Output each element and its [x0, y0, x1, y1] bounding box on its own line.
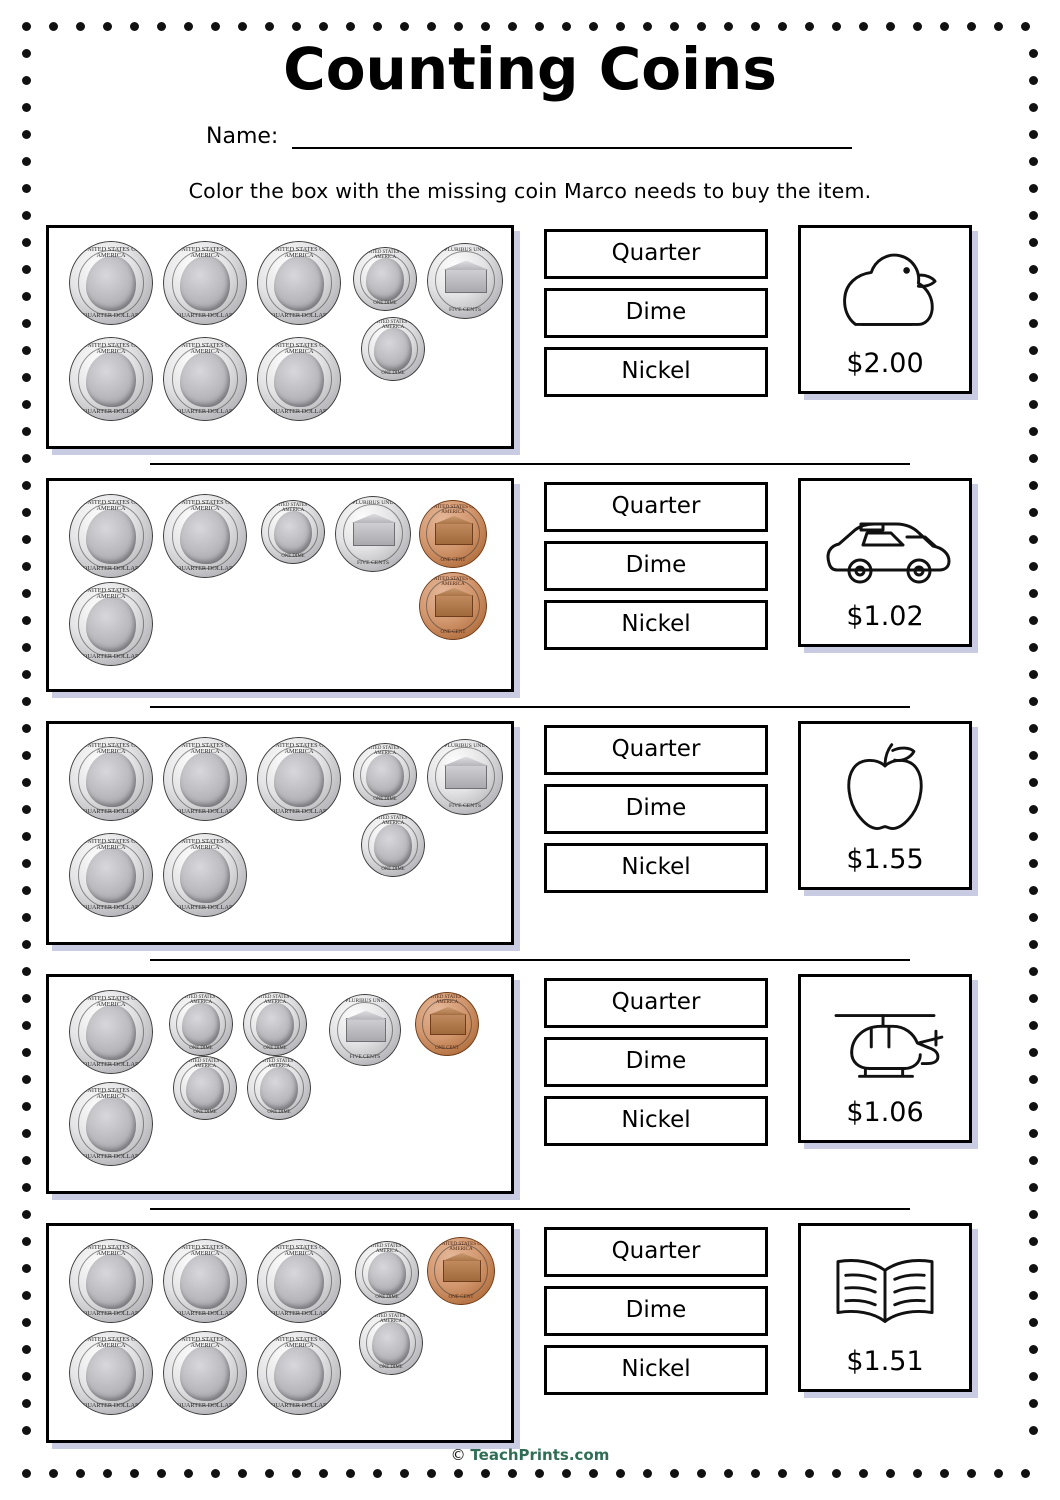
problem-row	[46, 721, 1014, 945]
coin-inner-rim	[172, 842, 238, 908]
choice-boxes	[544, 974, 768, 1146]
coin-top-legend: UNITED STATES OF AMERICA	[82, 1335, 140, 1349]
nickel-coin	[329, 994, 401, 1066]
coin-inner-rim	[362, 1248, 412, 1298]
coin-group	[63, 1235, 503, 1431]
coin-inner-rim	[172, 746, 238, 812]
item-price: $1.02	[846, 600, 924, 632]
coin-inner-rim	[266, 250, 332, 316]
coin-bottom-legend: QUARTER DOLLAR	[82, 903, 140, 911]
quarter-coin	[69, 494, 153, 578]
quarter-coin	[69, 241, 153, 325]
coin-inner-rim	[78, 746, 144, 812]
choice-box-nickel[interactable]: Nickel	[544, 347, 768, 397]
coin-inner-rim	[268, 507, 318, 557]
penny-coin	[427, 1237, 495, 1305]
choice-box-nickel[interactable]: Nickel	[544, 1345, 768, 1395]
coin-inner-rim	[360, 750, 410, 800]
coin-inner-rim	[172, 1340, 238, 1406]
coin-bottom-legend: QUARTER DOLLAR	[82, 311, 140, 319]
nickel-coin	[335, 496, 411, 572]
coin-bottom-legend: QUARTER DOLLAR	[82, 1309, 140, 1317]
problem-row	[46, 225, 1014, 449]
coin-inner-rim	[426, 507, 479, 560]
coin-inner-rim	[250, 999, 300, 1049]
quarter-coin	[257, 737, 341, 821]
dime-coin	[361, 317, 425, 381]
name-input-line[interactable]	[292, 125, 852, 149]
coin-inner-rim	[366, 1318, 416, 1368]
coin-top-legend: UNITED STATES OF AMERICA	[176, 498, 234, 512]
coin-top-legend: UNITED STATES OF AMERICA	[176, 341, 234, 355]
coin-top-legend: UNITED STATES OF AMERICA	[176, 1243, 234, 1257]
choice-box-quarter[interactable]: Quarter	[544, 229, 768, 279]
coin-top-legend: UNITED STATES OF AMERICA	[176, 837, 234, 851]
choice-boxes	[544, 478, 768, 650]
penny-coin	[419, 572, 487, 640]
row-separator	[150, 706, 910, 708]
coin-bottom-legend: ONE CENT	[435, 1045, 459, 1051]
coin-inner-rim	[434, 1244, 487, 1297]
coin-bottom-legend: QUARTER DOLLAR	[270, 807, 328, 815]
choice-box-nickel[interactable]: Nickel	[544, 843, 768, 893]
coin-group	[63, 733, 503, 933]
coin-bottom-legend: ONE CENT	[440, 628, 466, 635]
quarter-coin	[69, 990, 153, 1074]
coin-top-legend: UNITED STATES OF AMERICA	[270, 741, 328, 755]
dime-coin	[247, 1056, 311, 1120]
coin-top-legend: UNITED STATES OF AMERICA	[82, 837, 140, 851]
choice-box-dime[interactable]: Dime	[544, 288, 768, 338]
coin-top-legend: UNITED STATES OF AMERICA	[363, 250, 407, 261]
dime-coin	[243, 992, 307, 1056]
coins-panel	[46, 721, 514, 945]
coin-top-legend: UNITED STATES OF AMERICA	[82, 245, 140, 259]
coin-bottom-legend: FIVE CENTS	[356, 559, 390, 566]
quarter-coin	[163, 737, 247, 821]
quarter-coin	[163, 337, 247, 421]
open-book-icon	[815, 1238, 955, 1346]
choice-box-nickel[interactable]: Nickel	[544, 600, 768, 650]
coins-panel	[46, 974, 514, 1194]
choice-box-dime[interactable]: Dime	[544, 541, 768, 591]
apple-icon	[815, 736, 955, 844]
coin-top-legend: UNITED STATES OF AMERICA	[176, 741, 234, 755]
coin-bottom-legend: ONE DIME	[373, 300, 397, 306]
coin-top-legend: UNITED STATES OF AMERICA	[425, 995, 469, 1006]
coin-top-legend: UNITED STATES OF AMERICA	[82, 1086, 140, 1100]
coin-bottom-legend: ONE DIME	[379, 1364, 403, 1370]
quarter-coin	[257, 1239, 341, 1323]
copyright-symbol: ©	[450, 1446, 466, 1464]
item-price: $1.55	[846, 843, 924, 875]
coin-bottom-legend: QUARTER DOLLAR	[176, 1309, 234, 1317]
coin-bottom-legend: QUARTER DOLLAR	[270, 1309, 328, 1317]
coin-bottom-legend: QUARTER DOLLAR	[176, 407, 234, 415]
coin-bottom-legend: QUARTER DOLLAR	[82, 652, 140, 660]
coin-inner-rim	[368, 820, 418, 870]
coin-inner-rim	[266, 746, 332, 812]
problem-row	[46, 1223, 1014, 1443]
coin-inner-rim	[78, 503, 144, 569]
coin-bottom-legend: ONE CENT	[448, 1293, 474, 1300]
item-price: $1.06	[846, 1096, 924, 1128]
coin-top-legend: UNITED STATES OF AMERICA	[82, 741, 140, 755]
coin-top-legend: E PLURIBUS UNUM	[439, 743, 491, 750]
coin-bottom-legend: QUARTER DOLLAR	[82, 564, 140, 572]
brand-name: TeachPrints.com	[470, 1446, 610, 1464]
dime-coin	[173, 1056, 237, 1120]
name-label: Name:	[206, 123, 279, 149]
coin-top-legend: UNITED STATES OF AMERICA	[82, 1243, 140, 1257]
coin-top-legend: UNITED STATES OF AMERICA	[257, 1059, 301, 1070]
toy-car-icon	[815, 493, 955, 601]
coin-top-legend: UNITED STATES OF AMERICA	[253, 995, 297, 1006]
coin-bottom-legend: QUARTER DOLLAR	[82, 807, 140, 815]
row-separator	[150, 463, 910, 465]
coin-top-legend: UNITED STATES OF AMERICA	[271, 503, 315, 514]
quarter-coin	[163, 1331, 247, 1415]
coin-inner-rim	[176, 999, 226, 1049]
coin-inner-rim	[78, 1340, 144, 1406]
coin-top-legend: E PLURIBUS UNUM	[347, 500, 399, 507]
coin-bottom-legend: QUARTER DOLLAR	[270, 1401, 328, 1409]
coin-inner-rim	[78, 1091, 144, 1157]
coin-top-legend: UNITED STATES OF AMERICA	[430, 575, 476, 587]
coin-bottom-legend: ONE DIME	[373, 796, 397, 802]
rubber-duck-icon	[815, 240, 955, 348]
coin-inner-rim	[368, 324, 418, 374]
coin-bottom-legend: QUARTER DOLLAR	[176, 807, 234, 815]
row-separator	[150, 1208, 910, 1210]
coin-inner-rim	[266, 346, 332, 412]
coins-panel	[46, 225, 514, 449]
coin-inner-rim	[172, 346, 238, 412]
coin-top-legend: UNITED STATES OF AMERICA	[369, 1314, 413, 1325]
choice-box-quarter[interactable]: Quarter	[544, 1227, 768, 1277]
coin-inner-rim	[426, 579, 479, 632]
quarter-coin	[257, 337, 341, 421]
coin-inner-rim	[78, 999, 144, 1065]
helicopter-icon	[815, 989, 955, 1097]
problem-list	[46, 225, 1014, 1443]
coin-bottom-legend: QUARTER DOLLAR	[270, 311, 328, 319]
item-box	[798, 478, 972, 647]
coin-bottom-legend: ONE DIME	[375, 1294, 399, 1300]
coin-inner-rim	[172, 250, 238, 316]
coin-inner-rim	[78, 346, 144, 412]
coin-inner-rim	[435, 747, 494, 806]
coin-group	[63, 490, 503, 680]
problem-row	[46, 974, 1014, 1194]
dime-coin	[169, 992, 233, 1056]
item-price: $1.51	[846, 1345, 924, 1377]
coin-inner-rim	[78, 1248, 144, 1314]
coin-inner-rim	[422, 999, 472, 1049]
coin-top-legend: E PLURIBUS UNUM	[439, 247, 491, 254]
instructions-text: Color the box with the missing coin Marco needs to buy the item.	[188, 178, 872, 203]
dime-coin	[355, 1241, 419, 1305]
item-box	[798, 974, 972, 1143]
quarter-coin	[69, 582, 153, 666]
item-price: $2.00	[846, 347, 924, 379]
quarter-coin	[69, 833, 153, 917]
choice-box-dime[interactable]: Dime	[544, 1037, 768, 1087]
dime-coin	[353, 743, 417, 807]
quarter-coin	[257, 1331, 341, 1415]
row-separator	[150, 959, 910, 961]
penny-coin	[419, 500, 487, 568]
coin-bottom-legend: ONE DIME	[267, 1109, 291, 1115]
dime-coin	[353, 247, 417, 311]
coin-inner-rim	[337, 1002, 393, 1058]
coin-bottom-legend: ONE DIME	[193, 1109, 217, 1115]
choice-box-dime[interactable]: Dime	[544, 1286, 768, 1336]
coin-inner-rim	[78, 250, 144, 316]
choice-boxes	[544, 721, 768, 893]
quarter-coin	[69, 737, 153, 821]
quarter-coin	[163, 241, 247, 325]
coin-inner-rim	[360, 254, 410, 304]
choice-box-nickel[interactable]: Nickel	[544, 1096, 768, 1146]
coin-inner-rim	[254, 1063, 304, 1113]
coin-top-legend: UNITED STATES OF AMERICA	[270, 245, 328, 259]
dime-coin	[361, 813, 425, 877]
dime-coin	[261, 500, 325, 564]
coin-inner-rim	[172, 503, 238, 569]
penny-coin	[415, 992, 479, 1056]
quarter-coin	[69, 337, 153, 421]
coin-bottom-legend: QUARTER DOLLAR	[82, 407, 140, 415]
coin-top-legend: UNITED STATES OF AMERICA	[176, 245, 234, 259]
coin-inner-rim	[78, 591, 144, 657]
choice-box-quarter[interactable]: Quarter	[544, 978, 768, 1028]
worksheet-page	[46, 28, 1014, 1472]
coin-bottom-legend: QUARTER DOLLAR	[176, 311, 234, 319]
coin-group	[63, 237, 503, 437]
quarter-coin	[257, 241, 341, 325]
quarter-coin	[69, 1331, 153, 1415]
page-title: Counting Coins	[283, 35, 777, 103]
quarter-coin	[69, 1082, 153, 1166]
coin-bottom-legend: ONE DIME	[189, 1045, 213, 1051]
coin-top-legend: UNITED STATES OF AMERICA	[82, 341, 140, 355]
quarter-coin	[163, 1239, 247, 1323]
coin-inner-rim	[78, 842, 144, 908]
coin-top-legend: UNITED STATES OF AMERICA	[371, 320, 415, 331]
coin-inner-rim	[172, 1248, 238, 1314]
coin-bottom-legend: ONE DIME	[281, 553, 305, 559]
choice-boxes	[544, 225, 768, 397]
nickel-coin	[427, 739, 503, 815]
coin-top-legend: E PLURIBUS UNUM	[340, 997, 390, 1004]
problem-row	[46, 478, 1014, 692]
coin-top-legend: UNITED STATES OF AMERICA	[371, 816, 415, 827]
coin-top-legend: UNITED STATES OF AMERICA	[82, 498, 140, 512]
choice-boxes	[544, 1223, 768, 1395]
quarter-coin	[69, 1239, 153, 1323]
coin-top-legend: UNITED STATES OF AMERICA	[82, 586, 140, 600]
item-box	[798, 721, 972, 890]
coin-bottom-legend: FIVE CENTS	[349, 1054, 381, 1061]
coin-top-legend: UNITED STATES OF AMERICA	[270, 1335, 328, 1349]
name-field-row	[206, 124, 1014, 149]
quarter-coin	[163, 833, 247, 917]
item-box	[798, 1223, 972, 1392]
coin-bottom-legend: ONE DIME	[263, 1045, 287, 1051]
coin-bottom-legend: ONE DIME	[381, 370, 405, 376]
coin-top-legend: UNITED STATES OF AMERICA	[365, 1244, 409, 1255]
coin-bottom-legend: QUARTER DOLLAR	[82, 1401, 140, 1409]
coin-top-legend: UNITED STATES OF AMERICA	[270, 1243, 328, 1257]
choice-box-quarter[interactable]: Quarter	[544, 725, 768, 775]
coin-top-legend: UNITED STATES OF AMERICA	[363, 746, 407, 757]
footer-credit	[46, 1446, 1014, 1464]
coin-inner-rim	[266, 1340, 332, 1406]
coin-top-legend: UNITED STATES OF AMERICA	[183, 1059, 227, 1070]
coin-inner-rim	[266, 1248, 332, 1314]
coin-top-legend: UNITED STATES OF AMERICA	[82, 994, 140, 1008]
coin-bottom-legend: QUARTER DOLLAR	[270, 407, 328, 415]
coins-panel	[46, 478, 514, 692]
coin-top-legend: UNITED STATES OF AMERICA	[179, 995, 223, 1006]
coins-panel	[46, 1223, 514, 1443]
coin-inner-rim	[435, 251, 494, 310]
item-box	[798, 225, 972, 394]
coin-bottom-legend: QUARTER DOLLAR	[176, 903, 234, 911]
coin-group	[63, 986, 503, 1182]
nickel-coin	[427, 243, 503, 319]
coin-bottom-legend: FIVE CENTS	[448, 306, 482, 313]
coin-top-legend: UNITED STATES OF AMERICA	[176, 1335, 234, 1349]
coin-inner-rim	[343, 504, 402, 563]
coin-bottom-legend: ONE DIME	[381, 866, 405, 872]
quarter-coin	[163, 494, 247, 578]
choice-box-quarter[interactable]: Quarter	[544, 482, 768, 532]
coin-bottom-legend: FIVE CENTS	[448, 802, 482, 809]
coin-inner-rim	[180, 1063, 230, 1113]
coin-top-legend: UNITED STATES OF AMERICA	[438, 1240, 484, 1252]
coin-bottom-legend: ONE CENT	[440, 556, 466, 563]
coin-top-legend: UNITED STATES OF AMERICA	[270, 341, 328, 355]
coin-top-legend: UNITED STATES OF AMERICA	[430, 503, 476, 515]
coin-bottom-legend: QUARTER DOLLAR	[176, 564, 234, 572]
coin-bottom-legend: QUARTER DOLLAR	[82, 1152, 140, 1160]
coin-bottom-legend: QUARTER DOLLAR	[176, 1401, 234, 1409]
coin-bottom-legend: QUARTER DOLLAR	[82, 1060, 140, 1068]
choice-box-dime[interactable]: Dime	[544, 784, 768, 834]
dime-coin	[359, 1311, 423, 1375]
